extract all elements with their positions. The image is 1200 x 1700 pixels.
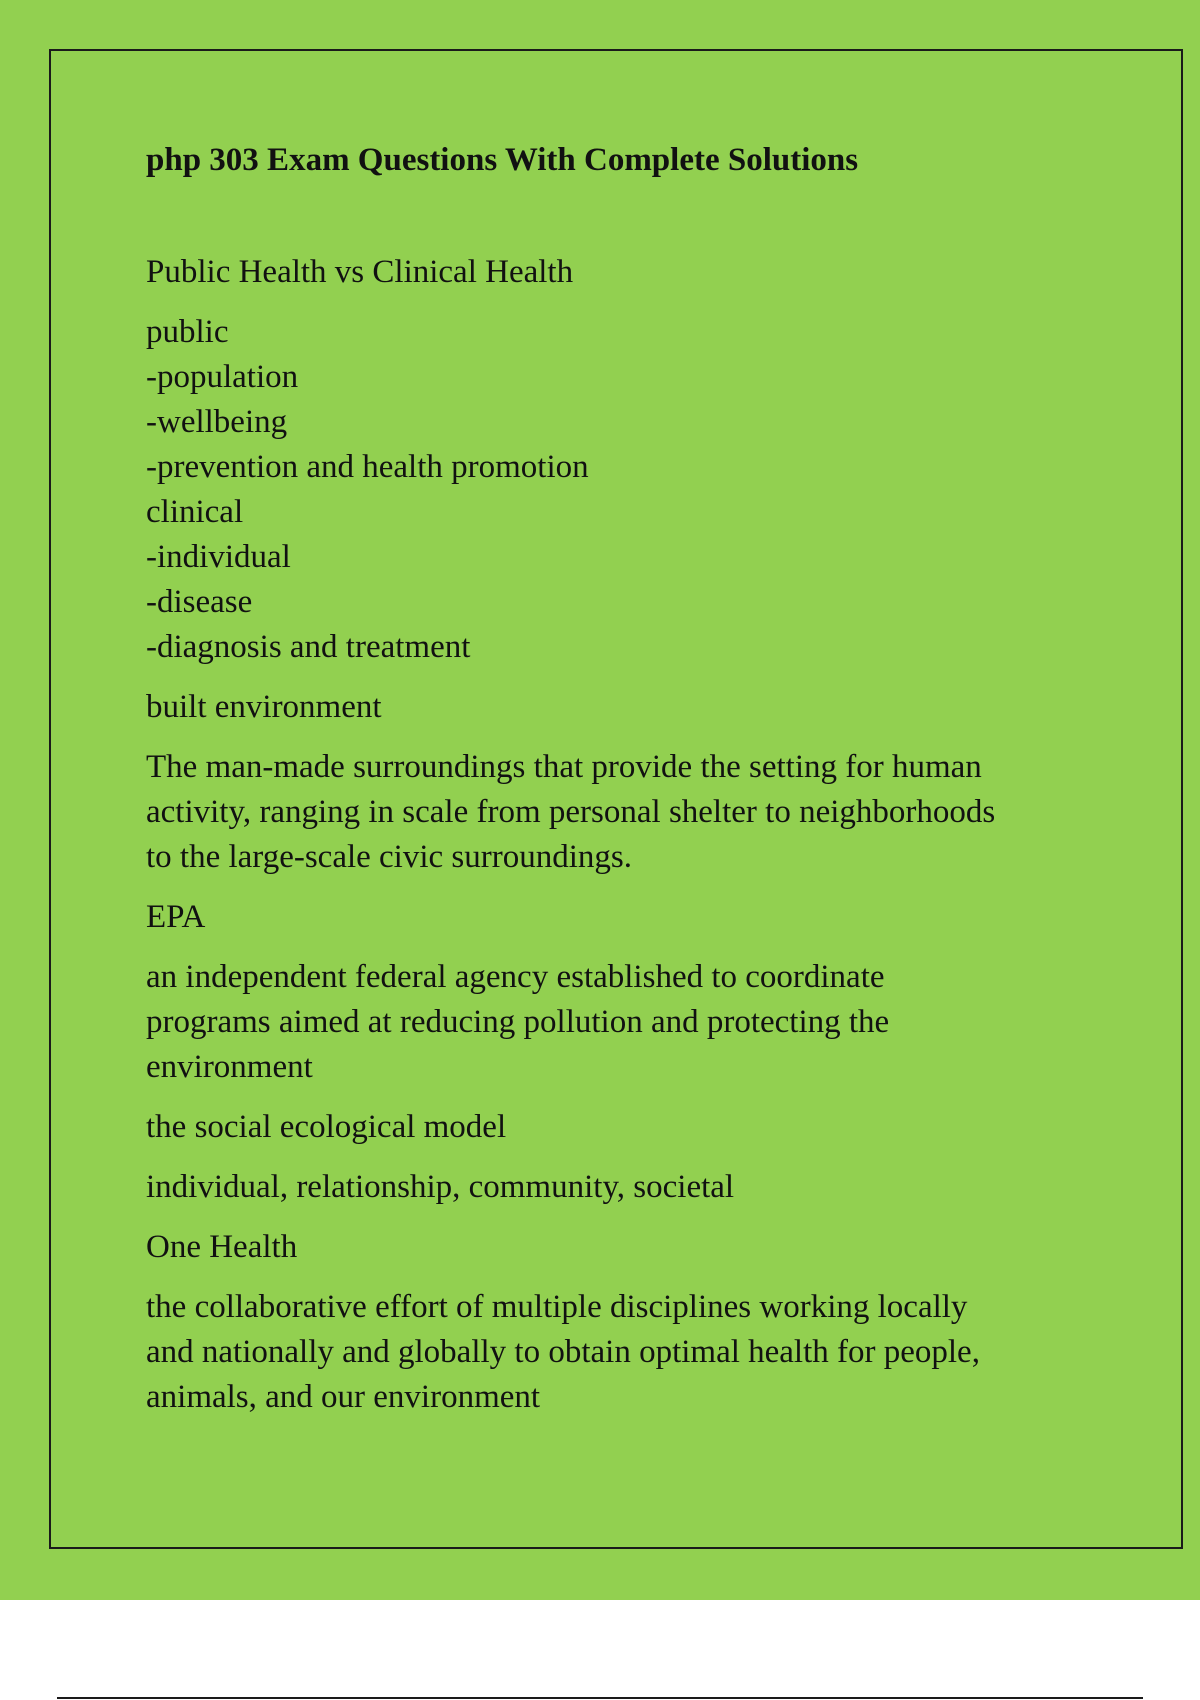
text-line: public: [146, 314, 229, 350]
text-line: EPA: [146, 899, 206, 935]
answer-definition: [146, 1285, 1096, 1420]
text-line: -prevention and health promotion: [146, 449, 589, 485]
text-line: Public Health vs Clinical Health: [146, 254, 574, 290]
document-title: php 303 Exam Questions With Complete Solutions: [146, 142, 859, 178]
page-bottom-rule: [57, 1697, 1143, 1699]
text-line: clinical: [146, 494, 244, 530]
question-term: [146, 250, 1096, 295]
question-term: [146, 895, 1096, 940]
text-line: -wellbeing: [146, 404, 288, 440]
text-line: The man-made surroundings that provide the setting for human: [146, 749, 982, 785]
question-term: [146, 1105, 1096, 1150]
answer-definition: [146, 1165, 1096, 1210]
text-line: and nationally and globally to obtain optimal health for people,: [146, 1334, 980, 1370]
document-content: [146, 140, 1096, 1435]
text-line: individual, relationship, community, societal: [146, 1169, 735, 1205]
text-line: built environment: [146, 689, 382, 725]
question-term: [146, 1225, 1096, 1270]
text-line: -population: [146, 359, 299, 395]
text-line: One Health: [146, 1229, 298, 1265]
text-line: environment: [146, 1049, 313, 1085]
text-line: to the large-scale civic surroundings.: [146, 839, 632, 875]
text-line: -disease: [146, 584, 253, 620]
text-line: animals, and our environment: [146, 1379, 541, 1415]
answer-definition: [146, 310, 1096, 670]
text-line: activity, ranging in scale from personal shelter to neighborhoods: [146, 794, 996, 830]
answer-definition: [146, 955, 1096, 1090]
text-line: programs aimed at reducing pollution and protecting the: [146, 1004, 890, 1040]
question-term: [146, 685, 1096, 730]
text-line: an independent federal agency established to coordinate: [146, 959, 885, 995]
text-line: -individual: [146, 539, 291, 575]
text-line: the collaborative effort of multiple disciplines working locally: [146, 1289, 968, 1325]
text-line: -diagnosis and treatment: [146, 629, 471, 665]
text-line: the social ecological model: [146, 1109, 507, 1145]
answer-definition: [146, 745, 1096, 880]
